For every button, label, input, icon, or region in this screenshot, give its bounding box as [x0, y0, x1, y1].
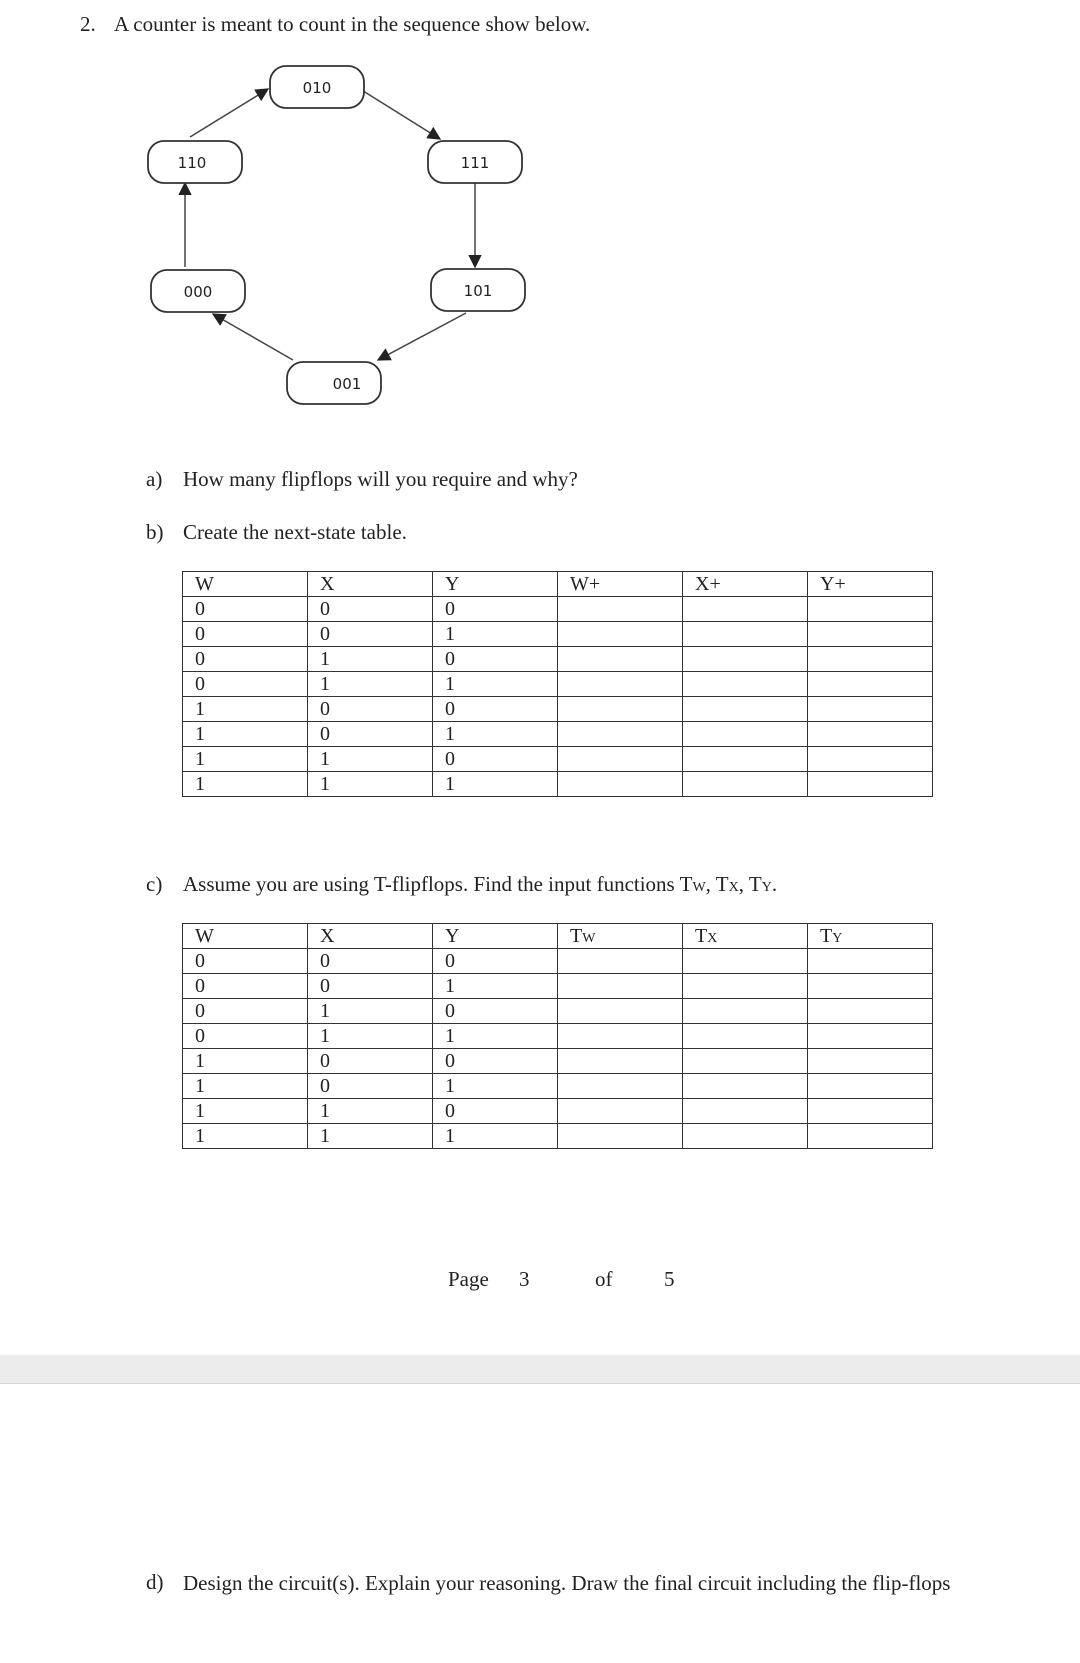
header-ty: [808, 924, 933, 949]
cell: 0: [183, 647, 308, 672]
cell: 1: [308, 772, 433, 797]
table-row: [183, 722, 933, 747]
cell: 1: [183, 747, 308, 772]
cell: 1: [183, 722, 308, 747]
cell: 0: [183, 974, 308, 999]
page-word: Page: [448, 1267, 489, 1291]
table-header-row: [183, 924, 933, 949]
cell: 0: [183, 1024, 308, 1049]
answer-cell[interactable]: [683, 622, 808, 647]
header-y-next: Y+: [808, 572, 933, 597]
state-label: 111: [460, 154, 490, 172]
part-c-end: .: [771, 872, 778, 896]
header-y: Y: [433, 924, 558, 949]
cell: 1: [308, 672, 433, 697]
header-x: X: [308, 924, 433, 949]
answer-cell[interactable]: [808, 999, 933, 1024]
answer-cell[interactable]: [808, 622, 933, 647]
cell: 0: [433, 999, 558, 1024]
table-header-row: [183, 572, 933, 597]
answer-cell[interactable]: [808, 1124, 933, 1149]
page-separator: [0, 1355, 1080, 1384]
table-row: [183, 999, 933, 1024]
header-y: Y: [433, 572, 558, 597]
header-x: X: [308, 572, 433, 597]
state-node-110: [148, 141, 242, 183]
cell: 1: [433, 974, 558, 999]
cell: 1: [183, 772, 308, 797]
answer-cell[interactable]: [683, 974, 808, 999]
table-row: [183, 1049, 933, 1074]
question-number: 2.: [80, 12, 96, 36]
part-d-text: Design the circuit(s). Explain your reasoning. Draw the final circuit including the flip-flops: [183, 1571, 951, 1595]
answer-cell[interactable]: [683, 1074, 808, 1099]
answer-cell[interactable]: [683, 647, 808, 672]
answer-cell[interactable]: [558, 622, 683, 647]
cell: 1: [183, 1074, 308, 1099]
header-x-next: X+: [683, 572, 808, 597]
table-row: [183, 747, 933, 772]
header-sub: W: [582, 930, 596, 946]
answer-cell[interactable]: [558, 672, 683, 697]
cell: 1: [433, 622, 558, 647]
part-c-sub-x: X: [728, 880, 739, 895]
part-d-label: d): [146, 1570, 164, 1594]
answer-cell[interactable]: [558, 597, 683, 622]
answer-cell[interactable]: [808, 697, 933, 722]
cell: 1: [308, 647, 433, 672]
answer-cell[interactable]: [558, 1074, 683, 1099]
state-node-101: [431, 269, 525, 311]
answer-cell[interactable]: [683, 1024, 808, 1049]
table-row: [183, 597, 933, 622]
part-c-sep1: , T: [705, 872, 729, 896]
cell: 0: [308, 697, 433, 722]
answer-cell[interactable]: [808, 1024, 933, 1049]
part-c-sub-w: W: [692, 880, 706, 895]
state-node-000: [151, 270, 245, 312]
answer-cell[interactable]: [558, 772, 683, 797]
cell: 0: [183, 672, 308, 697]
state-label: 000: [183, 283, 213, 301]
cell: 0: [433, 1049, 558, 1074]
cell: 0: [433, 697, 558, 722]
answer-cell[interactable]: [683, 1124, 808, 1149]
answer-cell[interactable]: [558, 722, 683, 747]
t-flipflop-table: [182, 923, 933, 1149]
cell: 1: [183, 697, 308, 722]
table-row: [183, 974, 933, 999]
answer-cell[interactable]: [558, 697, 683, 722]
answer-cell[interactable]: [808, 672, 933, 697]
table-row: [183, 1124, 933, 1149]
cell: 0: [308, 974, 433, 999]
part-a-text: How many flipflops will you require and why?: [183, 467, 578, 491]
header-t: T: [570, 924, 583, 947]
page-total: 5: [664, 1267, 675, 1291]
cell: 0: [308, 597, 433, 622]
part-c-sep2: , T: [738, 872, 762, 896]
part-c-text: [183, 872, 777, 897]
answer-cell[interactable]: [808, 1099, 933, 1124]
cell: 0: [308, 1049, 433, 1074]
answer-cell[interactable]: [558, 1099, 683, 1124]
answer-cell[interactable]: [808, 747, 933, 772]
table-row: [183, 1024, 933, 1049]
answer-cell[interactable]: [808, 647, 933, 672]
cell: 0: [433, 747, 558, 772]
state-node-001: [287, 362, 381, 404]
cell: 0: [183, 597, 308, 622]
cell: 1: [183, 1124, 308, 1149]
part-b-text: Create the next-state table.: [183, 520, 407, 544]
answer-cell[interactable]: [558, 949, 683, 974]
answer-cell[interactable]: [683, 999, 808, 1024]
table-row: [183, 949, 933, 974]
answer-cell[interactable]: [808, 772, 933, 797]
answer-cell[interactable]: [558, 1024, 683, 1049]
state-diagram: [130, 55, 570, 425]
cell: 1: [433, 1074, 558, 1099]
answer-cell[interactable]: [808, 597, 933, 622]
cell: 1: [433, 722, 558, 747]
table-row: [183, 772, 933, 797]
state-node-010: [270, 66, 364, 108]
header-t: T: [820, 924, 833, 947]
edge-010-111: [360, 89, 440, 139]
answer-cell[interactable]: [558, 1124, 683, 1149]
answer-cell[interactable]: [683, 722, 808, 747]
answer-cell[interactable]: [683, 597, 808, 622]
header-tw: [558, 924, 683, 949]
cell: 1: [433, 1124, 558, 1149]
cell: 0: [183, 622, 308, 647]
page-number: 3: [519, 1267, 530, 1291]
answer-cell[interactable]: [683, 1099, 808, 1124]
state-label: 010: [302, 79, 332, 97]
cell: 0: [308, 622, 433, 647]
cell: 0: [308, 722, 433, 747]
answer-cell[interactable]: [558, 747, 683, 772]
question-title: A counter is meant to count in the sequence show below.: [114, 12, 591, 36]
cell: 0: [183, 949, 308, 974]
table-row: [183, 622, 933, 647]
cell: 0: [433, 1099, 558, 1124]
header-tx: [683, 924, 808, 949]
header-t: T: [695, 924, 708, 947]
answer-cell[interactable]: [683, 697, 808, 722]
answer-cell[interactable]: [808, 1049, 933, 1074]
table-row: [183, 647, 933, 672]
cell: 0: [433, 647, 558, 672]
part-c-sub-y: Y: [761, 880, 772, 895]
header-w: W: [183, 572, 308, 597]
next-state-table: [182, 571, 933, 797]
table-row: [183, 697, 933, 722]
answer-cell[interactable]: [558, 999, 683, 1024]
answer-cell[interactable]: [558, 974, 683, 999]
cell: 0: [308, 949, 433, 974]
answer-cell[interactable]: [808, 949, 933, 974]
state-label: 101: [463, 282, 493, 300]
part-c-main: Assume you are using T-flipflops. Find the input functions T: [183, 872, 693, 896]
cell: 0: [433, 597, 558, 622]
cell: 1: [433, 772, 558, 797]
answer-cell[interactable]: [683, 949, 808, 974]
answer-cell[interactable]: [683, 772, 808, 797]
part-a-label: a): [146, 467, 163, 491]
table-row: [183, 1074, 933, 1099]
part-b-label: b): [146, 520, 164, 544]
state-label: 110: [177, 154, 207, 172]
cell: 0: [183, 999, 308, 1024]
header-sub: Y: [832, 930, 843, 946]
cell: 0: [308, 1074, 433, 1099]
cell: 1: [433, 672, 558, 697]
table-row: [183, 1099, 933, 1124]
cell: 1: [433, 1024, 558, 1049]
header-w-next: W+: [558, 572, 683, 597]
cell: 1: [308, 1124, 433, 1149]
edge-101-001: [378, 313, 466, 360]
cell: 1: [308, 1099, 433, 1124]
edge-001-000: [213, 314, 293, 360]
state-label: 001: [332, 375, 362, 393]
of-word: of: [595, 1267, 613, 1291]
cell: 1: [183, 1099, 308, 1124]
header-sub: X: [707, 930, 718, 946]
cell: 0: [433, 949, 558, 974]
document-page-next: [0, 1384, 1080, 1663]
answer-cell[interactable]: [683, 747, 808, 772]
answer-cell[interactable]: [558, 1049, 683, 1074]
cell: 1: [308, 1024, 433, 1049]
answer-cell[interactable]: [558, 647, 683, 672]
cell: 1: [308, 747, 433, 772]
answer-cell[interactable]: [808, 1074, 933, 1099]
part-c-label: c): [146, 872, 163, 896]
answer-cell[interactable]: [808, 722, 933, 747]
answer-cell[interactable]: [683, 1049, 808, 1074]
header-w: W: [183, 924, 308, 949]
table-row: [183, 672, 933, 697]
answer-cell[interactable]: [808, 974, 933, 999]
edge-110-010: [190, 89, 268, 137]
cell: 1: [308, 999, 433, 1024]
cell: 1: [183, 1049, 308, 1074]
answer-cell[interactable]: [683, 672, 808, 697]
state-node-111: [428, 141, 522, 183]
